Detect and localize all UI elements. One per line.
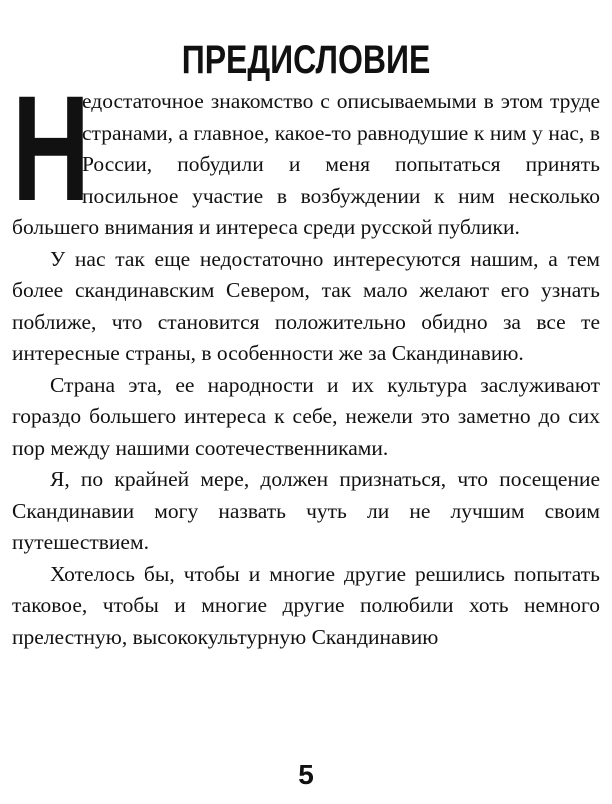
paragraph-1-text: едостаточное знакомство с описываемыми в этом труде странами, а главное, какое-то равнодушие к ним у нас, в России, побудили и меня попытаться принять посильное участие в возбуждении к ним несколько большего внимания и интереса среди русской публики. bbox=[12, 89, 600, 239]
chapter-title: ПРЕДИСЛОВИЕ bbox=[181, 37, 431, 82]
paragraph-3: Страна эта, ее народности и их культура заслуживают гораздо большего интереса к себе, нежели это заметно до сих пор между нашими соотечественниками. bbox=[12, 372, 600, 460]
paragraph-2: У нас так еще недостаточно интересуются нашим, а тем более скандинавским Севером, так мало желают его узнать поближе, что становится положительно обидно за все те интересные страны, в особенности же за Скандинавию. bbox=[12, 246, 600, 365]
paragraph-1 bbox=[12, 64, 600, 244]
drop-cap: Н bbox=[12, 64, 90, 232]
paragraph-4: Я, по крайней мере, должен признаться, что посещение Скандинавии могу назвать чуть ли не лучшим своим путешествием. bbox=[12, 467, 600, 554]
page-number: 5 bbox=[298, 759, 314, 790]
paragraph-5: Хотелось бы, чтобы и многие другие решились попытать таковое, чтобы и многие другие полюбили хоть немного прелестную, высококультурную Скандинавию bbox=[12, 561, 600, 649]
chapter-body bbox=[12, 64, 600, 653]
